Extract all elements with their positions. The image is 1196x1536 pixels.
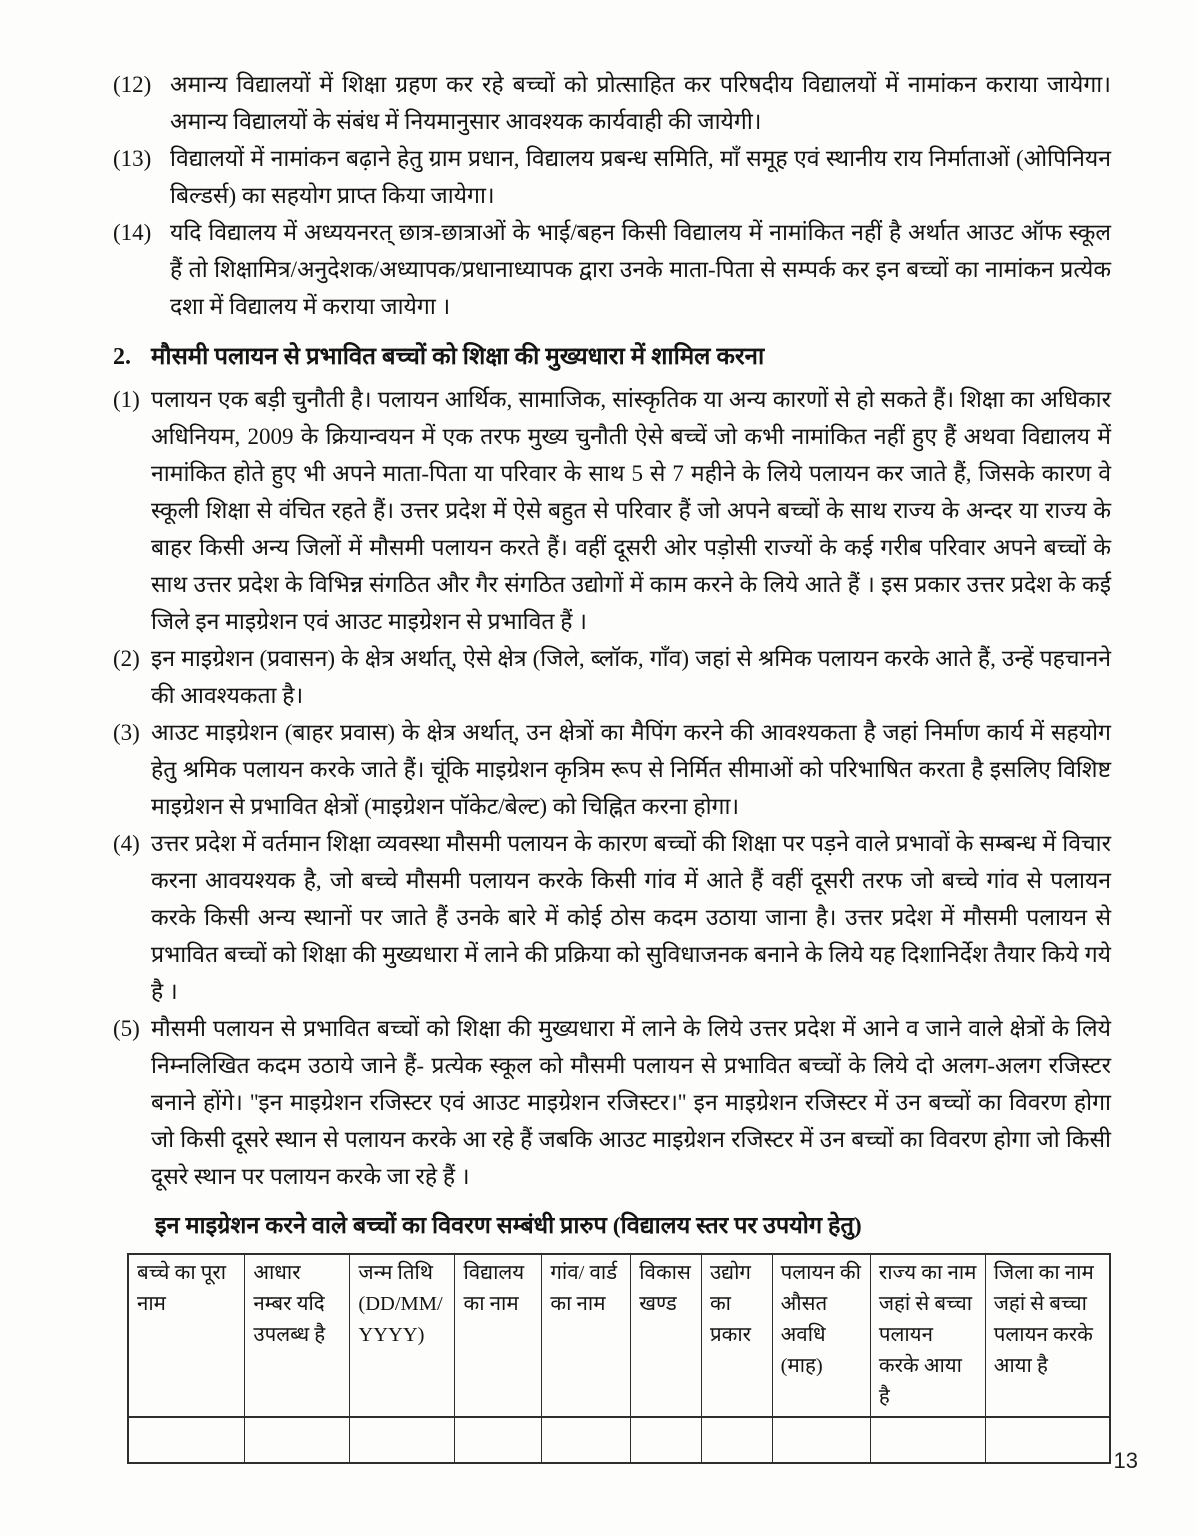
- header-cell-industry-type: उद्योग का प्रकार: [701, 1254, 772, 1417]
- section-heading: [113, 339, 1111, 376]
- section-item-5: [113, 1010, 1111, 1195]
- empty-cell: [128, 1417, 245, 1463]
- page-number: 13: [1113, 1448, 1138, 1473]
- item-text: इन माइग्रेशन (प्रवासन) के क्षेत्र अर्थात्, ऐसे क्षेत्र (जिले, ब्लॉक, गाँव) जहां से श्रमिक पलायन करके आते हैं, उन्हें पहचानने की आवश्यकता है।: [151, 646, 1111, 708]
- table-caption: इन माइग्रेशन करने वाले बच्चों का विवरण सम्बंधी प्रारुप (विद्यालय स्तर पर उपयोग हेतु): [155, 1213, 862, 1239]
- empty-cell: [455, 1417, 542, 1463]
- header-cell-migration-duration: पलायन की औसत अवधि (माह): [772, 1254, 870, 1417]
- item-text: यदि विद्यालय में अध्ययनरत् छात्र-छात्राओं के भाई/बहन किसी विद्यालय में नामांकित नहीं है अर्थात आउट ऑफ स्कूल हैं तो शिक्षामित्र/अनुदेशक/अध्यापक/प्रधानाध्यापक द्वारा उनके माता-पिता से सम्पर्क कर इन बच्चों का नामांकन प्रत्येक दशा में विद्यालय में कराया जायेगा ।: [170, 220, 1111, 319]
- item-number: (4): [113, 831, 140, 856]
- item-number: (14): [113, 220, 152, 245]
- section-title: मौसमी पलायन से प्रभावित बच्चों को शिक्षा की मुख्यधारा में शामिल करना: [151, 344, 765, 370]
- section-number: 2.: [113, 344, 131, 370]
- header-cell-date-of-birth: जन्म तिथि (DD/MM/ YYYY): [350, 1254, 455, 1417]
- empty-cell: [985, 1417, 1110, 1463]
- header-cell-development-block: विकास खण्ड: [631, 1254, 702, 1417]
- item-text: विद्यालयों में नामांकन बढ़ाने हेतु ग्राम प्रधान, विद्यालय प्रबन्ध समिति, माँ समूह एवं स्थानीय राय निर्माताओं (ओपिनियन बिल्डर्स) का सहयोग प्राप्त किया जायेगा।: [170, 146, 1111, 208]
- item-number: (1): [113, 387, 140, 412]
- header-cell-origin-district: जिला का नाम जहां से बच्चा पलायन करके आया है: [985, 1254, 1110, 1417]
- empty-cell: [350, 1417, 455, 1463]
- item-number: (12): [113, 72, 152, 97]
- header-cell-child-name: बच्चे का पूरा नाम: [128, 1254, 245, 1417]
- header-cell-village-ward: गांव/ वार्ड का नाम: [542, 1254, 631, 1417]
- item-text: आउट माइग्रेशन (बाहर प्रवास) के क्षेत्र अर्थात्, उन क्षेत्रों का मैपिंग करने की आवश्यकता है जहां निर्माण कार्य में सहयोग हेतु श्रमिक पलायन करके जाते हैं। चूंकि माइग्रेशन कृत्रिम रूप से निर्मित सीमाओं को परिभाषित करता है इसलिए विशिष्ट माइग्रेशन से प्रभावित क्षेत्रों (माइग्रेशन पॉकेट/बेल्ट) को चिह्नित करना होगा।: [151, 720, 1111, 819]
- table-empty-row: [128, 1417, 1110, 1463]
- header-cell-aadhar-number: आधार नम्बर यदि उपलब्ध है: [245, 1254, 350, 1417]
- empty-cell: [245, 1417, 350, 1463]
- list-item-12: [113, 66, 1111, 140]
- empty-cell: [870, 1417, 985, 1463]
- header-cell-school-name: विद्यालय का नाम: [455, 1254, 542, 1417]
- empty-cell: [772, 1417, 870, 1463]
- empty-cell: [631, 1417, 702, 1463]
- item-text: अमान्य विद्यालयों में शिक्षा ग्रहण कर रहे बच्चों को प्रोत्साहित कर परिषदीय विद्यालयों में नामांकन कराया जायेगा। अमान्य विद्यालयों के संबंध में नियमानुसार आवश्यक कार्यवाही की जायेगी।: [170, 72, 1111, 134]
- empty-cell: [542, 1417, 631, 1463]
- list-item-13: [113, 140, 1111, 214]
- item-number: (3): [113, 720, 140, 745]
- item-number: (5): [113, 1016, 140, 1041]
- item-text: पलायन एक बड़ी चुनौती है। पलायन आर्थिक, सामाजिक, सांस्कृतिक या अन्य कारणों से हो सकते हैं। शिक्षा का अधिकार अधिनियम, 2009 के क्रियान्वयन में एक तरफ मुख्य चुनौती ऐसे बच्चें जो कभी नामांकित नहीं हुए हैं अथवा विद्यालय में नामांकित होते हुए भी अपने माता-पिता या परिवार के साथ 5 से 7 महीने के लिये पलायन कर जाते हैं, जिसके कारण वे स्कूली शिक्षा से वंचित रहते हैं। उत्तर प्रदेश में ऐसे बहुत से परिवार हैं जो अपने बच्चों के साथ राज्य के अन्दर या राज्य के बाहर किसी अन्य जिलों में मौसमी पलायन करते हैं। वहीं दूसरी ओर पड़ोसी राज्यों के कई गरीब परिवार अपने बच्चों के साथ उत्तर प्रदेश के विभिन्न संगठित और गैर संगठित उद्योगों में काम करने के लिये आते हैं । इस प्रकार उत्तर प्रदेश के कई जिले इन माइग्रेशन एवं आउट माइग्रेशन से प्रभावित हैं ।: [151, 387, 1111, 634]
- item-text: उत्तर प्रदेश में वर्तमान शिक्षा व्यवस्था मौसमी पलायन के कारण बच्चों की शिक्षा पर पड़ने वाले प्रभावों के सम्बन्ध में विचार करना आवयश्यक है, जो बच्चे मौसमी पलायन करके किसी गांव में आते हैं वहीं दूसरी तरफ जो बच्चे गांव से पलायन करके किसी अन्य स्थानों पर जाते हैं उनके बारे में कोई ठोस कदम उठाया जाना है। उत्तर प्रदेश में मौसमी पलायन से प्रभावित बच्चों को शिक्षा की मुख्यधारा में लाने की प्रक्रिया को सुविधाजनक बनाने के लिये यह दिशानिर्देश तैयार किये गये है ।: [151, 831, 1111, 1004]
- section-item-1: [113, 381, 1111, 640]
- header-cell-origin-state: राज्य का नाम जहां से बच्चा पलायन करके आया है: [870, 1254, 985, 1417]
- section-item-2: [113, 640, 1111, 714]
- in-migration-format-table: [127, 1253, 1111, 1464]
- section-item-4: [113, 825, 1111, 1010]
- item-number: (13): [113, 146, 152, 171]
- item-number: (2): [113, 646, 140, 671]
- list-item-14: [113, 214, 1111, 325]
- empty-cell: [701, 1417, 772, 1463]
- item-text: मौसमी पलायन से प्रभावित बच्चों को शिक्षा की मुख्यधारा में लाने के लिये उत्तर प्रदेश में आने व जाने वाले क्षेत्रों के लिये निम्नलिखित कदम उठाये जाने हैं- प्रत्येक स्कूल को मौसमी पलायन से प्रभावित बच्चों के लिये दो अलग-अलग रजिस्टर बनाने होंगे। ''इन माइग्रेशन रजिस्टर एवं आउट माइग्रेशन रजिस्टर।'' इन माइग्रेशन रजिस्टर में उन बच्चों का विवरण होगा जो किसी दूसरे स्थान से पलायन करके आ रहे हैं जबकि आउट माइग्रेशन रजिस्टर में उन बच्चों का विवरण होगा जो किसी दूसरे स्थान पर पलायन करके जा रहे हैं ।: [151, 1016, 1111, 1189]
- table-header-row: [128, 1254, 1110, 1417]
- section-item-3: [113, 714, 1111, 825]
- page-content: [113, 66, 1111, 1464]
